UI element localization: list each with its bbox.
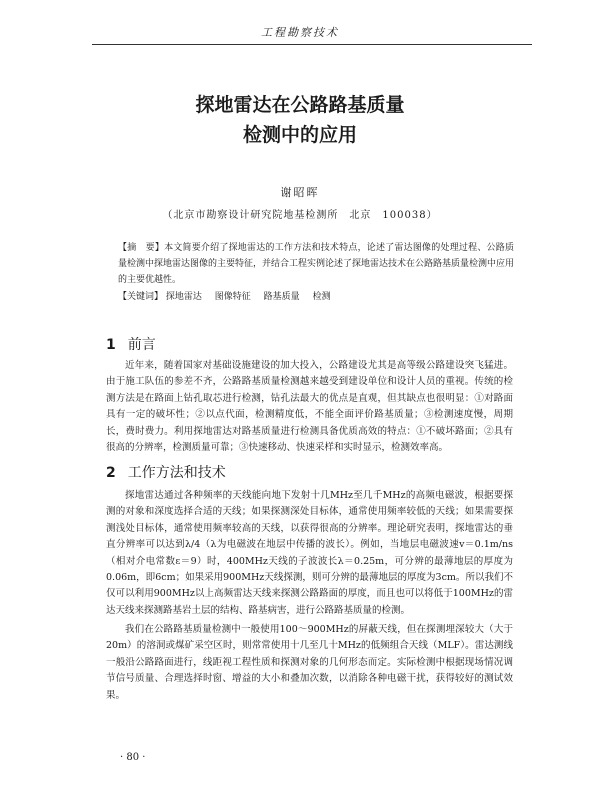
section-title: 工作方法和技术: [127, 465, 226, 481]
body-paragraph: 探地雷达通过各种频率的天线能向地下发射十几MHz至几千MHz的高频电磁波，根据要探测的对象和深度选择合适的天线；如果探测深处目标体，通常使用频率较低的天线；如果需要探测浅处目标体，通常使用频率较高的天线，以获得很高的分辨率。理论研究表明，探地雷达的垂直分辨率可以达到λ/4（λ为电磁波在地层中传播的波长）。例如，当地层电磁波速v＝0.1m/ns（相对介电常数ε＝9）时，400MHz天线的子波波长λ＝0.25m，可分辨的最薄地层的厚度为0.06m，即6cm；如果采用900MHz天线探测，则可分辨的最薄地层的厚度为3cm。所以我们不仅可以利用900MHz以上高频雷达天线来探测公路路面的厚度，而且也可以将低于100MHz的雷达天线来探测路基岩土层的结构、路基病害，进行公路路基质量的检测。: [106, 490, 513, 616]
section-heading-2: [106, 462, 226, 482]
keyword: 路基质量: [263, 292, 300, 302]
keywords-row: [118, 289, 514, 305]
section-number: 2: [106, 465, 116, 481]
abstract-text: 本文简要介绍了探地雷达的工作方法和技术特点，论述了雷达图像的处理过程、公路质量检测中探地雷达图像的主要特征，并结合工程实例论述了探地雷达技术在公路路基质量检测中应用的主要优越性。: [118, 243, 515, 285]
body-paragraph: 近年来，随着国家对基础设施建设的加大投入，公路建设尤其是高等级公路建设突飞猛进。由于施工队伍的参差不齐，公路路基质量检测越来越受到建设单位和设计人员的重视。传统的检测方法是在路面上钻孔取芯进行检测，钻孔法最大的优点是直观，但其缺点也很明显：①对路面具有一定的破坏性；②以点代面，检测精度低，不能全面评价路基质量；③检测速度慢，周期长，费时费力。利用探地雷达对路基质量进行检测具备优质高效的特点：①不破坏路面；②具有很高的分辨率，检测质量可靠；③快速移动、快速采样和实时显示，检测效率高。: [106, 360, 513, 454]
title-line-1: 探地雷达在公路路基质量: [195, 94, 405, 116]
keywords-label: 【关键词】: [118, 292, 164, 302]
keyword: 探地雷达: [165, 292, 202, 302]
keyword: 检测: [312, 292, 331, 302]
running-head: 工程勘察技术: [261, 26, 339, 39]
abstract-block: [118, 240, 514, 305]
keywords-list: [166, 292, 341, 302]
abstract-label: 【摘 要】: [118, 243, 165, 253]
author-name: 谢昭晖: [280, 186, 320, 199]
abstract-paragraph: [118, 240, 514, 288]
body-paragraph: 我们在公路路基质量检测中一般使用100～900MHz的屏蔽天线，但在探测埋深较大（大于20m）的溶洞或煤矿采空区时，则常常使用十几至几十MHz的低频组合天线（MLF）。雷达测线一般沿公路路面进行，线距视工程性质和探测对象的几何形态而定。实际检测中根据现场情况调节信号质量、合理选择时窗、增益的大小和叠加次数，以消除各种电磁干扰，获得较好的测试效果。: [106, 624, 513, 701]
paper-title: [0, 90, 600, 150]
author-affiliation: （北京市勘察设计研究院地基检测所 北京 100038）: [162, 210, 438, 221]
page-number: · 80 ·: [120, 752, 146, 763]
header-rule: [92, 44, 532, 45]
section-number: 1: [106, 337, 116, 353]
section-title: 前言: [127, 337, 156, 353]
section-heading-1: [106, 334, 156, 354]
title-line-2: 检测中的应用: [242, 124, 357, 146]
keyword: 图像特征: [214, 292, 251, 302]
